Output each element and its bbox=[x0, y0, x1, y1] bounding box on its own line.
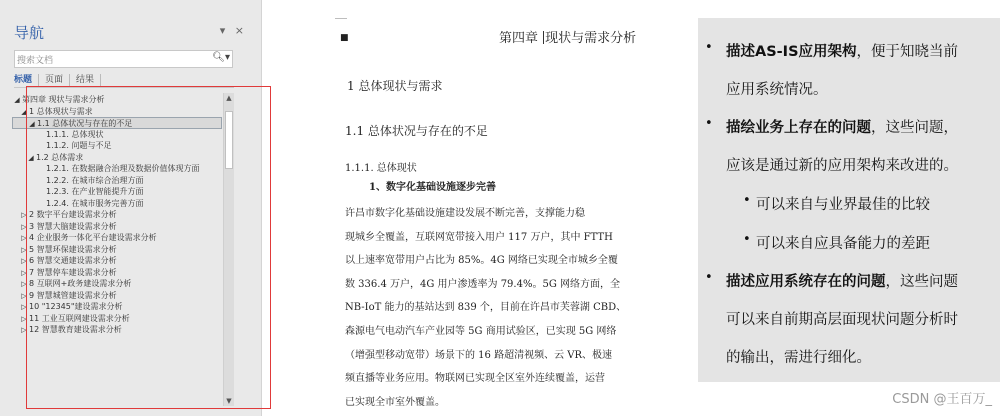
tree-item-label: 1 总体现状与需求 bbox=[29, 106, 93, 116]
bullet-3-bold: 描述应用系统存在的问题 bbox=[726, 274, 886, 290]
tree-item[interactable] bbox=[12, 152, 222, 164]
heading-3: 1.1.1. 总体现状 bbox=[345, 163, 417, 174]
page-corner-mark bbox=[335, 18, 347, 19]
expand-icon[interactable]: ▷ bbox=[21, 314, 27, 323]
tree-item[interactable] bbox=[12, 313, 222, 325]
para-line: 以上速率宽带用户占比为 85%。4G 网络已实现全市城乡全覆 bbox=[345, 255, 618, 267]
tree-item[interactable] bbox=[12, 186, 222, 198]
nav-tabs bbox=[14, 74, 101, 88]
tree-item[interactable] bbox=[12, 106, 222, 118]
sub-bullet-dot: • bbox=[743, 193, 751, 208]
expand-icon[interactable]: ▷ bbox=[21, 303, 27, 311]
tree-item-label: 1.2.4. 在城市服务完善方面 bbox=[46, 198, 144, 208]
tree-item-label: 第四章 现状与需求分析 bbox=[22, 95, 105, 104]
expand-icon[interactable]: ▷ bbox=[21, 291, 27, 300]
bullet-3-cont2: 的输出，需进行细化。 bbox=[726, 350, 871, 366]
tree-item[interactable] bbox=[12, 324, 222, 336]
heading-2: 1.1 总体状况与存在的不足 bbox=[345, 124, 488, 138]
bullet-2-cont: 应该是通过新的应用架构来改进的。 bbox=[726, 158, 958, 174]
tree-item[interactable] bbox=[12, 232, 222, 244]
body-paragraph bbox=[345, 202, 660, 414]
tree-item[interactable] bbox=[12, 209, 222, 221]
tree-item[interactable] bbox=[12, 301, 222, 313]
chapter-number: 第四章 bbox=[499, 31, 539, 46]
nav-controls bbox=[214, 24, 244, 37]
tree-item[interactable] bbox=[12, 278, 222, 290]
tree-item-label: 8 互联网+政务建设需求分析 bbox=[29, 279, 132, 288]
collapse-icon[interactable]: ◢ bbox=[21, 107, 27, 116]
tree-item[interactable] bbox=[12, 267, 222, 279]
tree-item-label: 2 数字平台建设需求分析 bbox=[29, 210, 117, 219]
heading-tree bbox=[12, 94, 222, 406]
tree-item[interactable] bbox=[12, 255, 222, 267]
expand-icon[interactable]: ▷ bbox=[21, 326, 27, 334]
bullet-2 bbox=[726, 116, 958, 137]
tree-item-label: 1.1 总体状况与存在的不足 bbox=[37, 119, 133, 128]
bullet-dot: • bbox=[705, 40, 713, 55]
bullet-3-rest: ，这些问题 bbox=[885, 274, 958, 290]
nav-header bbox=[14, 22, 244, 44]
bullet-3-cont: 可以来自前期高层面现状问题分析时 bbox=[726, 312, 958, 328]
bullet-1-cont: 应用系统情况。 bbox=[726, 82, 828, 98]
heading-marker: ■ bbox=[340, 33, 349, 43]
tree-item-label: 12 智慧教育建设需求分析 bbox=[29, 325, 122, 334]
bullet-1 bbox=[726, 40, 958, 61]
tree-item[interactable] bbox=[12, 198, 222, 210]
tree-item[interactable] bbox=[12, 290, 222, 302]
bullet-1-bold: 描述AS-IS应用架构 bbox=[726, 44, 857, 60]
tree-item-label: 1.2.2. 在城市综合治理方面 bbox=[46, 175, 144, 185]
tabs-divider bbox=[14, 87, 234, 88]
tree-item-label: 7 智慧停车建设需求分析 bbox=[29, 267, 117, 277]
sub-bullet-2: 可以来自应具备能力的差距 bbox=[756, 236, 930, 252]
tree-item[interactable] bbox=[12, 175, 222, 187]
close-icon[interactable]: × bbox=[234, 24, 244, 37]
para-line: 已实现全市室外覆盖。 bbox=[345, 396, 445, 408]
expand-icon[interactable]: ▷ bbox=[21, 257, 27, 265]
para-line: （增强型移动宽带）场景下的 16 路超清视频、云 VR、极速 bbox=[345, 349, 613, 361]
collapse-icon[interactable]: ◢ bbox=[29, 120, 35, 128]
collapse-icon[interactable]: ◢ bbox=[14, 96, 20, 104]
chapter-heading bbox=[499, 27, 636, 46]
tree-item-label: 5 智慧环保建设需求分析 bbox=[29, 244, 117, 254]
scroll-up-icon[interactable]: ▲ bbox=[226, 94, 232, 102]
tree-item[interactable] bbox=[12, 94, 222, 106]
para-line: 数 336.4 万户，4G 用户渗透率为 79.4%。5G 网络方面，全 bbox=[345, 278, 620, 290]
tree-item[interactable] bbox=[12, 129, 222, 141]
tab-results[interactable]: 结果 bbox=[70, 74, 101, 86]
para-line: 频直播等业务应用。物联网已实现全区室外连续覆盖，运营 bbox=[345, 373, 605, 385]
pane-options-icon[interactable]: ▾ bbox=[219, 24, 226, 37]
text-cursor bbox=[543, 31, 544, 44]
search-placeholder: 搜索文档 bbox=[17, 56, 54, 66]
tree-item-label: 10 "12345"建设需求分析 bbox=[29, 302, 123, 311]
tree-item-label: 1.2 总体需求 bbox=[36, 152, 84, 162]
sub-bullet-dot: • bbox=[743, 232, 751, 247]
bullet-3 bbox=[726, 270, 958, 291]
scroll-down-icon[interactable]: ▼ bbox=[226, 397, 232, 405]
tree-item[interactable] bbox=[12, 163, 222, 175]
bullet-dot: • bbox=[705, 116, 713, 131]
bullet-2-bold: 描绘业务上存在的问题 bbox=[726, 120, 871, 136]
expand-icon[interactable]: ▷ bbox=[21, 268, 27, 277]
tree-scrollbar[interactable] bbox=[223, 93, 234, 406]
scroll-thumb[interactable] bbox=[225, 111, 233, 169]
tree-item-label: 1.1.2. 问题与不足 bbox=[46, 141, 112, 150]
tree-item-label: 1.1.1. 总体现状 bbox=[46, 129, 104, 139]
para-line: NB-IoT 能力的基站达到 839 个，目前在许昌市芙蓉湖 CBD、 bbox=[345, 302, 627, 314]
expand-icon[interactable]: ▷ bbox=[21, 211, 27, 219]
tree-item[interactable] bbox=[12, 117, 222, 129]
tree-item-label: 6 智慧交通建设需求分析 bbox=[29, 256, 117, 265]
tree-item-label: 4 企业服务一体化平台建设需求分析 bbox=[29, 233, 157, 242]
sub-bullet-1: 可以来自与业界最佳的比较 bbox=[756, 197, 930, 213]
nav-title: 导航 bbox=[14, 24, 45, 42]
para-line: 许昌市数字化基础设施建设发展不断完善，支撑能力稳 bbox=[345, 208, 585, 219]
bullet-1-rest: ，便于知晓当前 bbox=[856, 44, 959, 60]
expand-icon[interactable]: ▷ bbox=[21, 234, 27, 242]
slide-panel bbox=[698, 18, 1000, 382]
tab-headings[interactable]: 标题 bbox=[14, 74, 39, 86]
collapse-icon[interactable]: ◢ bbox=[28, 153, 34, 162]
chapter-title: 现状与需求分析 bbox=[545, 31, 637, 46]
navigation-pane bbox=[0, 0, 262, 416]
expand-icon[interactable]: ▷ bbox=[21, 222, 27, 231]
document-page bbox=[335, 0, 660, 416]
expand-icon[interactable]: ▷ bbox=[21, 245, 27, 254]
bullet-dot: • bbox=[705, 270, 713, 285]
tree-item-label: 9 智慧城管建设需求分析 bbox=[29, 290, 117, 300]
tree-item[interactable] bbox=[12, 140, 222, 152]
bullet-2-rest: ，这些问题， bbox=[871, 120, 958, 136]
watermark: CSDN @王百万_ bbox=[892, 392, 992, 407]
tab-pages[interactable]: 页面 bbox=[39, 74, 70, 86]
heading-1: 1 总体现状与需求 bbox=[347, 79, 443, 93]
expand-icon[interactable]: ▷ bbox=[21, 280, 27, 288]
tree-item-label: 1.2.3. 在产业智能提升方面 bbox=[46, 187, 144, 196]
search-icon[interactable]: 🔍︎▾ bbox=[212, 52, 230, 63]
tree-item-label: 1.2.1. 在数据融合治理及数据价值体现方面 bbox=[46, 164, 200, 173]
tree-item[interactable] bbox=[12, 221, 222, 233]
tree-item[interactable] bbox=[12, 244, 222, 256]
tree-item-label: 11 工业互联网建设需求分析 bbox=[29, 313, 130, 323]
para-line: 现城乡全覆盖，互联网宽带接入用户 117 万户，其中 FTTH bbox=[345, 231, 613, 243]
heading-4: 1、数字化基础设施逐步完善 bbox=[369, 182, 496, 193]
search-input[interactable] bbox=[14, 50, 233, 68]
para-line: 森源电气电动汽车产业园等 5G 商用试验区，已实现 5G 网络 bbox=[345, 325, 617, 337]
tree-item-label: 3 智慧大脑建设需求分析 bbox=[29, 221, 117, 231]
